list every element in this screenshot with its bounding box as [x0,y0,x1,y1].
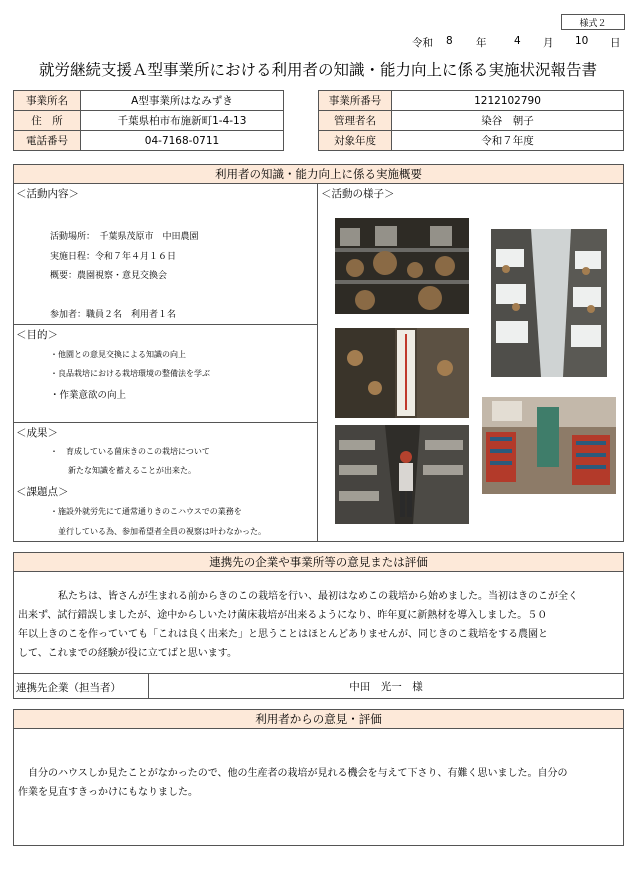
date-day: 10 [575,35,589,47]
user-line-1: 自分のハウスしか見たことがなかったので、他の生産者の栽培が見れる機会を与えて下さり、有難く思いました。自分の [28,768,568,779]
date-year: 8 [446,35,453,47]
issue-line-1: ・施設外就労先にて通常通りきのこハウスでの業務を [50,507,242,516]
photo-worker-in-greenhouse [335,425,469,524]
office-no-value: 1212102790 [391,90,624,111]
issue-line-2: 並行している為、参加希望者全員の視察は叶わなかった。 [58,527,266,536]
date-day-unit: 日 [610,37,621,49]
partner-comment [18,587,620,663]
page-title: 就労継続支援Ａ型事業所における利用者の知識・能力向上に係る実施状況報告書 [38,61,597,79]
partner-header: 連携先の企業や事業所等の意見または評価 [13,552,624,572]
partner-line-1: 私たちは、皆さんが生まれる前からきのこの栽培を行い、最初はなめこの栽培から始めました。当初はきのこが全く [58,591,578,602]
partner-contact-label: 連携先企業（担当者） [16,682,121,694]
activity-place: 活動場所： 千葉県茂原市 中田農園 [50,232,199,242]
office-no-label: 事業所番号 [318,90,392,111]
phone-value: 04-7168-0711 [80,130,284,151]
activity-overview: 概要：農園視察・意見交換会 [50,271,168,281]
address-value: 千葉県柏市布施新町1-4-13 [80,110,284,131]
date-era: 令和 [412,37,433,49]
partner-line-3: 年以上きのこを作っていても「これは良く出来た」と思うことはほとんどありませんが、同じきのこ栽培をする農園と [18,629,548,640]
result-line-2: 新たな知識を蓄えることが出来た。 [68,466,196,475]
form-number-badge: 様式２ [561,14,625,30]
purpose-item-3: ・作業意欲の向上 [50,390,127,401]
year-label: 対象年度 [318,130,392,151]
activity-heading: ＜活動内容＞ [16,188,79,200]
date-year-unit: 年 [476,37,487,49]
purpose-heading: ＜目的＞ [16,329,58,341]
user-comment [18,764,620,802]
year-value: 令和７年度 [391,130,624,151]
result-divider [13,422,318,423]
activity-date: 実施日程：令和７年４月１６日 [50,252,177,262]
result-line-1: ・ 育成している菌床きのこの栽培について [50,447,210,456]
manager-value: 染谷 朝子 [391,110,624,131]
activity-participants: 参加者：職員２名 利用者１名 [50,310,177,320]
purpose-item-2: ・良品栽培における栽培環境の整備法を学ぶ [50,369,210,378]
address-label: 住 所 [13,110,81,131]
issue-heading: ＜課題点＞ [16,486,69,498]
office-name-label: 事業所名 [13,90,81,111]
purpose-divider [13,324,318,325]
photo-thermometer [335,328,469,418]
photos-heading: ＜活動の様子＞ [321,188,395,200]
date-month: 4 [514,35,521,47]
date-month-unit: 月 [543,37,554,49]
office-name-value: A型事業所はなみずき [80,90,284,111]
summary-header: 利用者の知識・能力向上に係る実施概要 [13,164,624,184]
photo-mushroom-shelves [335,218,469,314]
manager-label: 管理者名 [318,110,392,131]
partner-contact-name: 中田 光一 様 [148,673,624,699]
result-heading: ＜成果＞ [16,427,58,439]
phone-label: 電話番号 [13,130,81,151]
photo-conveyor-area [482,397,616,494]
photo-greenhouse-aisle [491,229,607,377]
purpose-item-1: ・他園との意見交換による知識の向上 [50,350,186,359]
partner-line-4: して、これまでの経験が役に立てばと思います。 [18,648,237,659]
user-line-2: 作業を見直すきっかけにもなりました。 [18,787,198,798]
partner-line-2: 出来ず、試行錯誤しましたが、途中からしいたけ菌床栽培が出来るようになり、昨年夏に新熱材を導入しました。５０ [18,610,548,621]
user-header: 利用者からの意見・評価 [13,709,624,729]
